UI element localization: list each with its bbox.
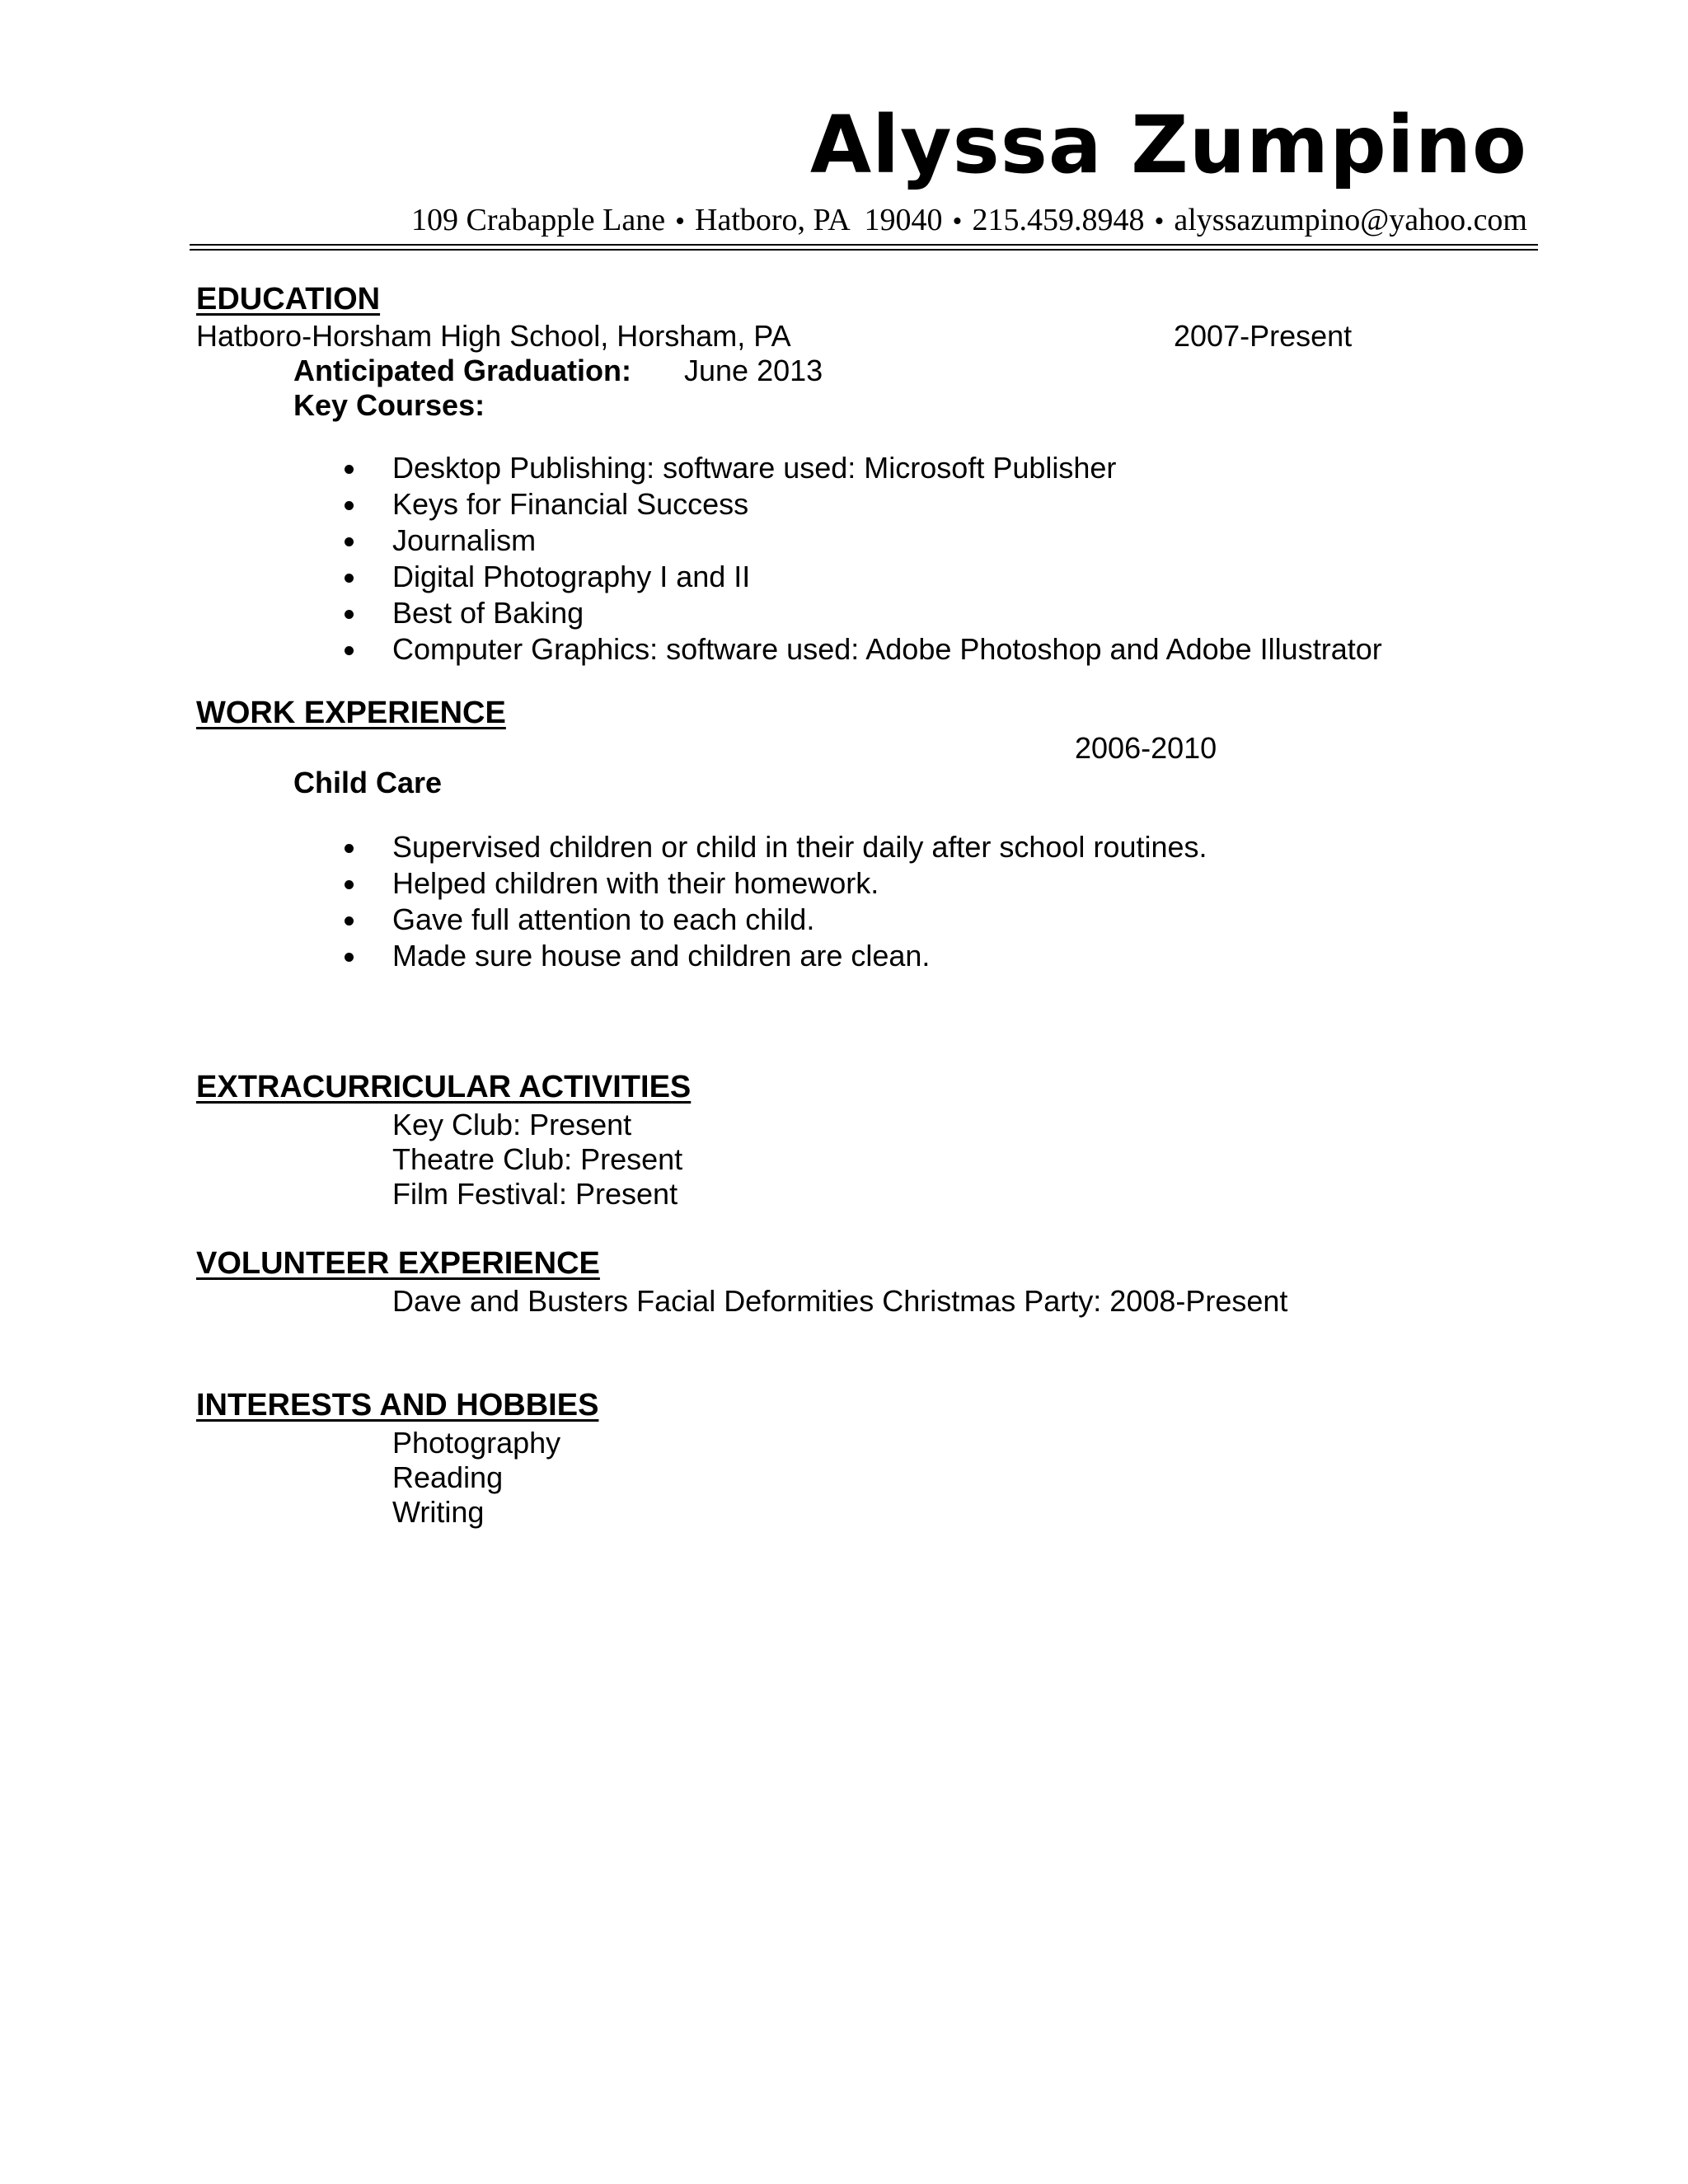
list-item: Desktop Publishing: software used: Microsoft Publisher bbox=[345, 450, 1382, 486]
list-item: Journalism bbox=[345, 523, 1382, 559]
list-item: Best of Baking bbox=[345, 595, 1382, 631]
list-item: Digital Photography I and II bbox=[345, 559, 1382, 595]
list-item: Theatre Club: Present bbox=[392, 1142, 683, 1176]
city-state-zip: Hatboro, PA 19040 bbox=[695, 203, 943, 237]
list-item: Gave full attention to each child. bbox=[345, 902, 1207, 938]
list-item: Film Festival: Present bbox=[392, 1177, 678, 1211]
email: alyssazumpino@yahoo.com bbox=[1174, 203, 1527, 237]
header-rule-bottom bbox=[190, 249, 1538, 251]
list-item: Key Club: Present bbox=[392, 1108, 632, 1141]
list-item: Made sure house and children are clean. bbox=[345, 938, 1207, 974]
job-title: Child Care bbox=[293, 766, 443, 799]
courses-label: Key Courses: bbox=[293, 388, 485, 422]
bullet-icon bbox=[345, 610, 354, 619]
list-item: Supervised children or child in their daily after school routines. bbox=[345, 829, 1207, 865]
bullet-icon bbox=[345, 916, 354, 926]
interests-list bbox=[392, 1426, 560, 1530]
bullet-icon bbox=[345, 501, 354, 510]
bullet-icon bbox=[345, 646, 354, 655]
list-item: Keys for Financial Success bbox=[345, 486, 1382, 523]
separator-bullet: • bbox=[1154, 206, 1165, 237]
address: 109 Crabapple Lane bbox=[411, 203, 666, 237]
bullet-icon bbox=[345, 537, 354, 546]
education-heading: EDUCATION bbox=[196, 282, 381, 316]
separator-bullet: • bbox=[952, 206, 963, 237]
list-item: Dave and Busters Facial Deformities Christmas Party: 2008-Present bbox=[392, 1284, 1288, 1318]
duties-list bbox=[345, 829, 1207, 974]
bullet-icon bbox=[345, 953, 354, 962]
list-item: Computer Graphics: software used: Adobe Photoshop and Adobe Illustrator bbox=[345, 631, 1382, 668]
extracurricular-list bbox=[392, 1108, 682, 1212]
bullet-icon bbox=[345, 844, 354, 853]
volunteer-list bbox=[392, 1284, 1287, 1319]
education-dates: 2007-Present bbox=[1174, 319, 1353, 353]
graduation-value: June 2013 bbox=[684, 354, 823, 387]
list-item: Writing bbox=[392, 1495, 485, 1529]
work-dates: 2006-2010 bbox=[1075, 731, 1217, 765]
school-name: Hatboro-Horsham High School, Horsham, PA bbox=[196, 319, 791, 353]
resume-name: Alyssa Zumpino bbox=[809, 99, 1527, 191]
separator-bullet: • bbox=[675, 206, 686, 237]
volunteer-heading: VOLUNTEER EXPERIENCE bbox=[196, 1246, 600, 1281]
interests-heading: INTERESTS AND HOBBIES bbox=[196, 1388, 599, 1422]
work-heading: WORK EXPERIENCE bbox=[196, 696, 506, 730]
bullet-icon bbox=[345, 465, 354, 474]
contact-line bbox=[411, 204, 1527, 236]
phone: 215.459.8948 bbox=[972, 203, 1145, 237]
extracurricular-heading: EXTRACURRICULAR ACTIVITIES bbox=[196, 1070, 692, 1104]
header-rule-top bbox=[190, 244, 1538, 246]
list-item: Helped children with their homework. bbox=[345, 865, 1207, 902]
list-item: Reading bbox=[392, 1460, 504, 1494]
bullet-icon bbox=[345, 574, 354, 583]
bullet-icon bbox=[345, 880, 354, 889]
list-item: Photography bbox=[392, 1426, 561, 1460]
courses-list bbox=[345, 450, 1382, 668]
graduation-label: Anticipated Graduation: bbox=[293, 354, 632, 387]
